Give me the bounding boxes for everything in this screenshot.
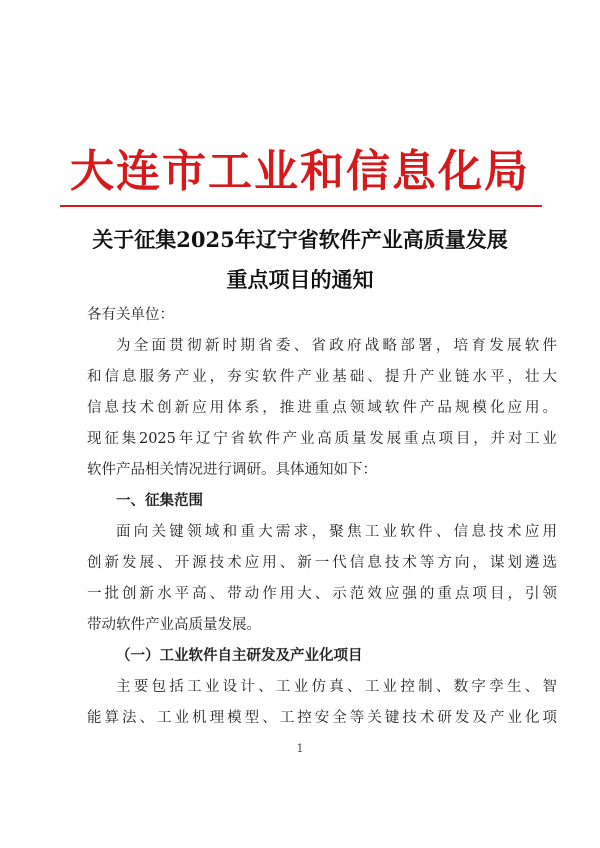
subsection-1-line: 能算法、工业机理模型、工控安全等关键技术研发及产业化项	[87, 710, 557, 726]
salutation: 各有关单位：	[87, 307, 174, 323]
document-title-line-1: 关于征集2025年辽宁省软件产业高质量发展	[92, 227, 508, 252]
subsection-1-line: 主要包括工业设计、工业仿真、工业控制、数字孪生、智	[116, 679, 557, 695]
section-heading-1: 一、征集范围	[116, 493, 203, 509]
intro-line: 信息技术创新应用体系，推进重点领域软件产品规模化应用。	[87, 400, 557, 416]
section-1-line: 一批创新水平高、带动作用大、示范效应强的重点项目，引领	[87, 586, 557, 602]
section-1-line: 面向关键领域和重大需求，聚焦工业软件、信息技术应用	[116, 524, 557, 540]
intro-line: 现征集2025年辽宁省软件产业高质量发展重点项目，并对工业	[87, 431, 557, 447]
page-number: 1	[296, 742, 304, 755]
intro-line: 软件产品相关情况进行调研。具体通知如下：	[87, 462, 377, 478]
issuer-masthead: 大连市工业和信息化局	[70, 146, 530, 197]
subsection-heading-1: （一）工业软件自主研发及产业化项目	[116, 648, 363, 664]
section-1-line: 创新发展、开源技术应用、新一代信息技术等方向，谋划遴选	[87, 555, 557, 571]
red-divider-line	[60, 205, 542, 207]
document-body	[87, 300, 557, 734]
intro-line: 和信息服务产业，夯实软件产业基础、提升产业链水平，壮大	[87, 369, 557, 385]
intro-line: 为全面贯彻新时期省委、省政府战略部署，培育发展软件	[116, 338, 557, 354]
document-title-line-2: 重点项目的通知	[226, 267, 374, 292]
section-1-line: 带动软件产业高质量发展。	[87, 617, 261, 633]
